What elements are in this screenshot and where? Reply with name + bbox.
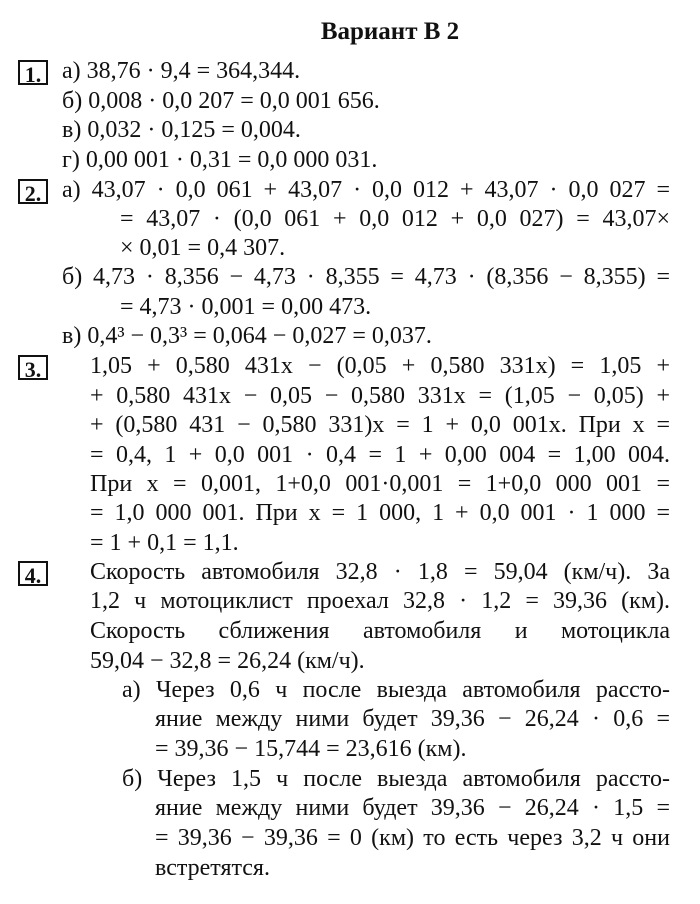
problem-number-1: 1. [18,60,48,85]
problem-4-line: а) Через 0,6 ч после выезда автомобиля рассто- [122,677,670,703]
problem-4-line: 59,04 − 32,8 = 26,24 (км/ч). [90,648,365,674]
problem-4-line: 1,2 ч мотоциклист проехал 32,8 · 1,2 = 39,36 (км). [90,588,670,614]
problem-3-line: = 1 + 0,1 = 1,1. [90,530,239,556]
problem-number-4: 4. [18,561,48,586]
problem-1-line: в) 0,032 · 0,125 = 0,004. [62,117,301,143]
problem-3-line: 1,05 + 0,580 431x − (0,05 + 0,580 331x) = 1,05 + [90,353,670,379]
problem-4-line: Скорость сближения автомобиля и мотоцикла [90,618,670,644]
problem-2-line: а) 43,07 · 0,0 061 + 43,07 · 0,0 012 + 43,07 · 0,0 027 = [62,177,670,203]
problem-4-line: б) Через 1,5 ч после выезда автомобиля рассто- [122,766,670,792]
problem-3-line: = 1,0 000 001. При x = 1 000, 1 + 0,0 001 · 1 000 = [90,500,670,526]
problem-4-line: Скорость автомобиля 32,8 · 1,8 = 59,04 (км/ч). За [90,559,670,585]
problem-1-line: г) 0,00 001 · 0,31 = 0,0 000 031. [62,147,378,173]
problem-1-line: а) 38,76 · 9,4 = 364,344. [62,58,301,84]
problem-4-line: встретятся. [155,855,270,881]
problem-2-line: × 0,01 = 0,4 307. [120,235,286,261]
problem-3-line: + (0,580 431 − 0,580 331)x = 1 + 0,0 001x. При x = [90,412,670,438]
problem-2-line: = 43,07 · (0,0 061 + 0,0 012 + 0,0 027) = 43,07× [120,206,670,232]
problem-2-line: = 4,73 · 0,001 = 0,00 473. [120,294,372,320]
problem-4-line: яние между ними будет 39,36 − 26,24 · 1,5 = [155,795,670,821]
problem-4-line: = 39,36 − 15,744 = 23,616 (км). [155,736,467,762]
problem-1-line: б) 0,008 · 0,0 207 = 0,0 001 656. [62,88,380,114]
problem-4-line: = 39,36 − 39,36 = 0 (км) то есть через 3,2 ч они [155,825,670,851]
problem-2-line: б) 4,73 · 8,356 − 4,73 · 8,355 = 4,73 · (8,356 − 8,355) = [62,264,670,290]
problem-3-line: При x = 0,001, 1+0,0 001·0,001 = 1+0,0 000 001 = [90,471,670,497]
page-title: Вариант В 2 [320,18,460,45]
problem-4-line: яние между ними будет 39,36 − 26,24 · 0,6 = [155,706,670,732]
problem-number-3: 3. [18,355,48,380]
problem-3-line: + 0,580 431x − 0,05 − 0,580 331x = (1,05 − 0,05) + [90,383,670,409]
problem-2-line: в) 0,4³ − 0,3³ = 0,064 − 0,027 = 0,037. [62,323,432,349]
problem-3-line: = 0,4, 1 + 0,0 001 · 0,4 = 1 + 0,00 004 = 1,00 004. [90,442,670,468]
problem-number-2: 2. [18,179,48,204]
